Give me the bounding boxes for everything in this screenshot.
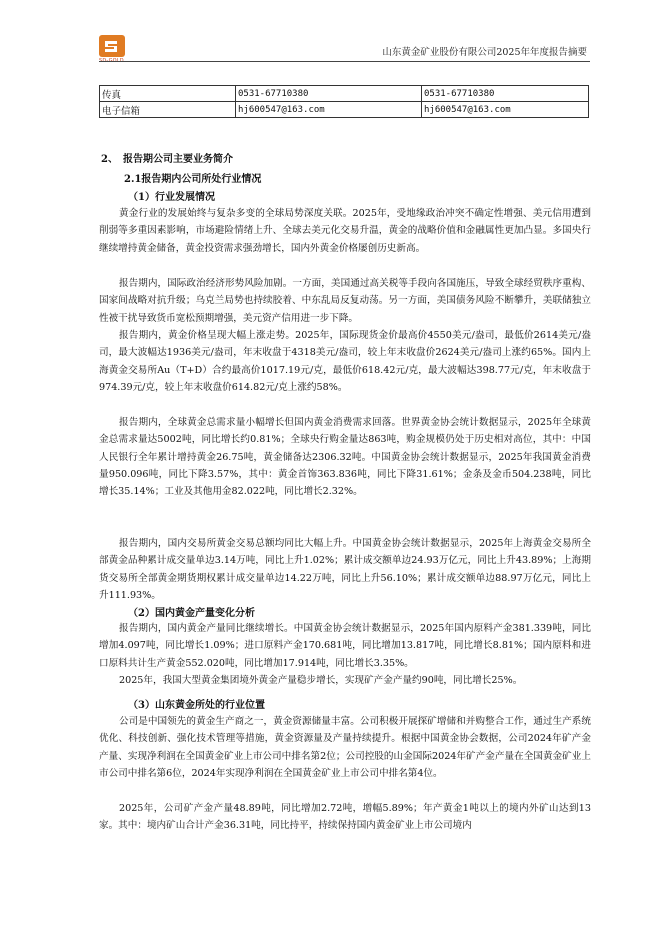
table-cell-value: hj600547@163.com <box>422 102 589 118</box>
paragraph: 公司是中国领先的黄金生产商之一，黄金资源储量丰富。公司积极开展探矿增储和并购整合工作，通过生产系统优化、科技创新、强化技术管理等措施，黄金资源量及产量持续提升。根据中国黄金协会数据，公司2024年矿产金产量、实现净利润在全国黄金矿业上市公司中排名第2位；公司控股的山金国际2024年矿产金产量在全国黄金矿业上市公司中排名第6位，2024年实现净利润在全国黄金矿业上市公司中排名第4位。 <box>99 716 591 780</box>
heading-industry-position: （3）山东黄金所处的行业位置 <box>128 700 265 711</box>
sd-gold-logo-icon <box>99 35 125 57</box>
section-title: 报告期公司主要业务简介 <box>123 154 233 165</box>
table-cell-label: 电子信箱 <box>100 102 236 118</box>
paragraph: 黄金行业的发展始终与复杂多变的全球局势深度关联。2025年，受地缘政治冲突不确定性增强、美元信用遭到削弱等多重因素影响，市场避险情绪上升、全球去美元化交易升温，黄金的战略价值和金融属性更加凸显。多国央行继续增持黄金储备，黄金投资需求强劲增长，国内外黄金价格屡创历史新高。 <box>99 208 591 254</box>
paragraph: 报告期内，全球黄金总需求量小幅增长但国内黄金消费需求回落。世界黄金协会统计数据显示，2025年全球黄金总需求量达5002吨，同比增长约0.81%；全球央行购金量达863吨，购金规模仍处于历史相对高位，其中：中国人民银行全年累计增持黄金26.75吨，黄金储备达2306.32吨。中国黄金协会统计数据显示，2025年我国黄金消费量950.096吨，同比下降3.57%，其中：黄金首饰363.836吨，同比下降31.61%；金条及金币504.238吨，同比增长35.14%；工业及其他用金82.022吨，同比增长2.32%。 <box>99 417 591 498</box>
table-row <box>100 102 589 118</box>
contact-table <box>99 85 589 118</box>
paragraph: 报告期内，国际政治经济形势风险加剧。一方面，美国通过高关税等手段向各国施压，导致全球经贸秩序重构、国家间战略对抗升级；乌克兰局势也持续胶着、中东乱局反复动荡。另一方面，美国债务风险不断攀升，美联储独立性被干扰导致货币宽松预期增强，美元资产信用进一步下降。 <box>99 278 591 324</box>
paragraph: 2025年，公司矿产金产量48.89吨，同比增加2.72吨，增幅5.89%；年产黄金1吨以上的境内外矿山达到13家。其中：境内矿山合计产金36.31吨，同比持平，持续保持国内黄金矿业上市公司境内 <box>99 803 591 832</box>
table-cell-label: 传真 <box>100 86 236 102</box>
table-cell-value: 0531-67710380 <box>236 86 422 102</box>
table-cell-value: 0531-67710380 <box>422 86 589 102</box>
heading-domestic-production: （2）国内黄金产量变化分析 <box>128 608 255 619</box>
paragraph: 报告期内，国内黄金产量同比继续增长。中国黄金协会统计数据显示，2025年国内原料产金381.339吨，同比增加4.097吨，同比增长1.09%；进口原料产金170.681吨，同比增加13.817吨，同比增长8.81%；国内原料和进口原料共计生产黄金552.020吨，同比增加17.914吨，同比增长3.35%。 <box>99 623 591 669</box>
report-header-title: 山东黄金矿业股份有限公司2025年年度报告摘要 <box>382 47 587 58</box>
paragraph: 报告期内，黄金价格呈现大幅上涨走势。2025年，国际现货金价最高价4550美元/盎司，最低价2614美元/盎司，最大波幅达1936美元/盎司，年末收盘于4318美元/盎司，较上年末收盘价2624美元/盎司上涨约65%。国内上海黄金交易所Au（T+D）合约最高价1017.19元/克，最低价618.42元/克，最大波幅达398.77元/克，年末收盘于974.39元/克，较上年末收盘价614.82元/克上涨约58%。 <box>99 330 591 394</box>
logo-text: SD-GOLD <box>99 58 124 64</box>
section-heading <box>101 150 233 165</box>
paragraph: 报告期内，国内交易所黄金交易总额均同比大幅上升。中国黄金协会统计数据显示，2025年上海黄金交易所全部黄金品种累计成交量单边3.14万吨，同比上升1.02%；累计成交额单边24.93万亿元，同比上升43.89%；上海期货交易所全部黄金期货期权累计成交量单边14.22万吨，同比上升56.10%；累计成交额单边88.97万亿元，同比上升111.93%。 <box>99 538 591 602</box>
paragraph: 2025年，我国大型黄金集团境外黄金产量稳步增长，实现矿产金产量约90吨，同比增长25%。 <box>119 675 523 686</box>
section-number: 2、 <box>101 154 118 165</box>
subsection-heading: 2.1报告期内公司所处行业情况 <box>124 174 262 185</box>
table-row <box>100 86 589 102</box>
header-divider <box>99 61 590 62</box>
table-cell-value: hj600547@163.com <box>236 102 422 118</box>
heading-industry-development: （1）行业发展情况 <box>128 192 215 203</box>
